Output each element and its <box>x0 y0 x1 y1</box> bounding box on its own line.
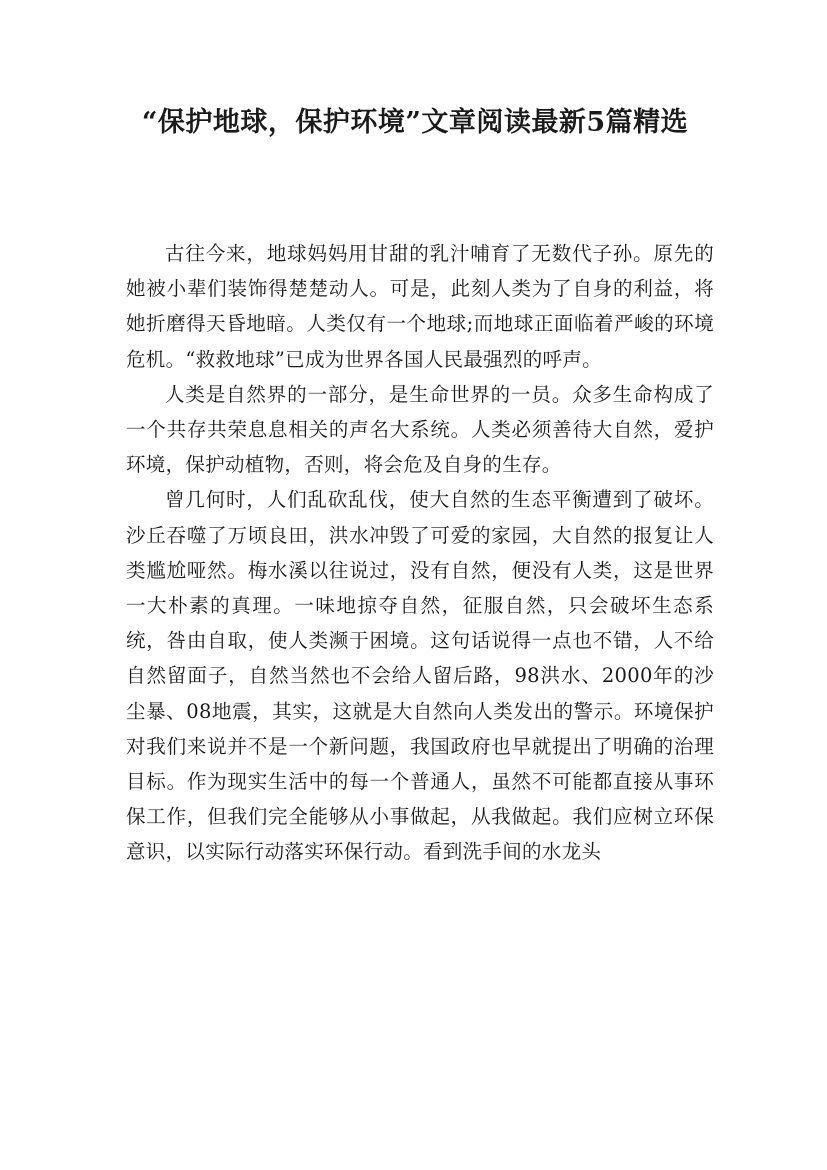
paragraph-1: 古往今来，地球妈妈用甘甜的乳汁哺育了无数代子孙。原先的她被小辈们装饰得楚楚动人。可是，此刻人类为了自身的利益，将她折磨得天昏地暗。人类仅有一个地球;而地球正面临着严峻的环境危机。“救救地球”已成为世界各国人民最强烈的呼声。 <box>126 242 714 371</box>
document-title: “保护地球，保护环境”文章阅读最新5篇精选 <box>141 107 689 138</box>
document-body <box>126 236 714 870</box>
paragraph-3: 曾几何时，人们乱砍乱伐，使大自然的生态平衡遭到了破坏。沙丘吞噬了万顷良田，洪水冲毁了可爱的家园，大自然的报复让人类尴尬哑然。梅水溪以往说过，没有自然，便没有人类，这是世界一大朴素的真理。一味地掠夺自然，征服自然，只会破坏生态系统，咎由自取，使人类濒于困境。这句话说得一点也不错，人不给自然留面子，自然当然也不会给人留后路，98洪水、2000年的沙尘暴、08地震，其实，这就是大自然向人类发出的警示。环境保护对我们来说并不是一个新问题，我国政府也早就提出了明确的治理目标。作为现实生活中的每一个普通人，虽然不可能都直接从事环保工作，但我们完全能够从小事做起，从我做起。我们应树立环保意识，以实际行动落实环保行动。看到洗手间的水龙头 <box>126 488 714 864</box>
paragraph-2: 人类是自然界的一部分，是生命世界的一员。众多生命构成了一个共存共荣息息相关的声名大系统。人类必须善待大自然，爱护环境，保护动植物，否则，将会危及自身的生存。 <box>126 382 714 477</box>
